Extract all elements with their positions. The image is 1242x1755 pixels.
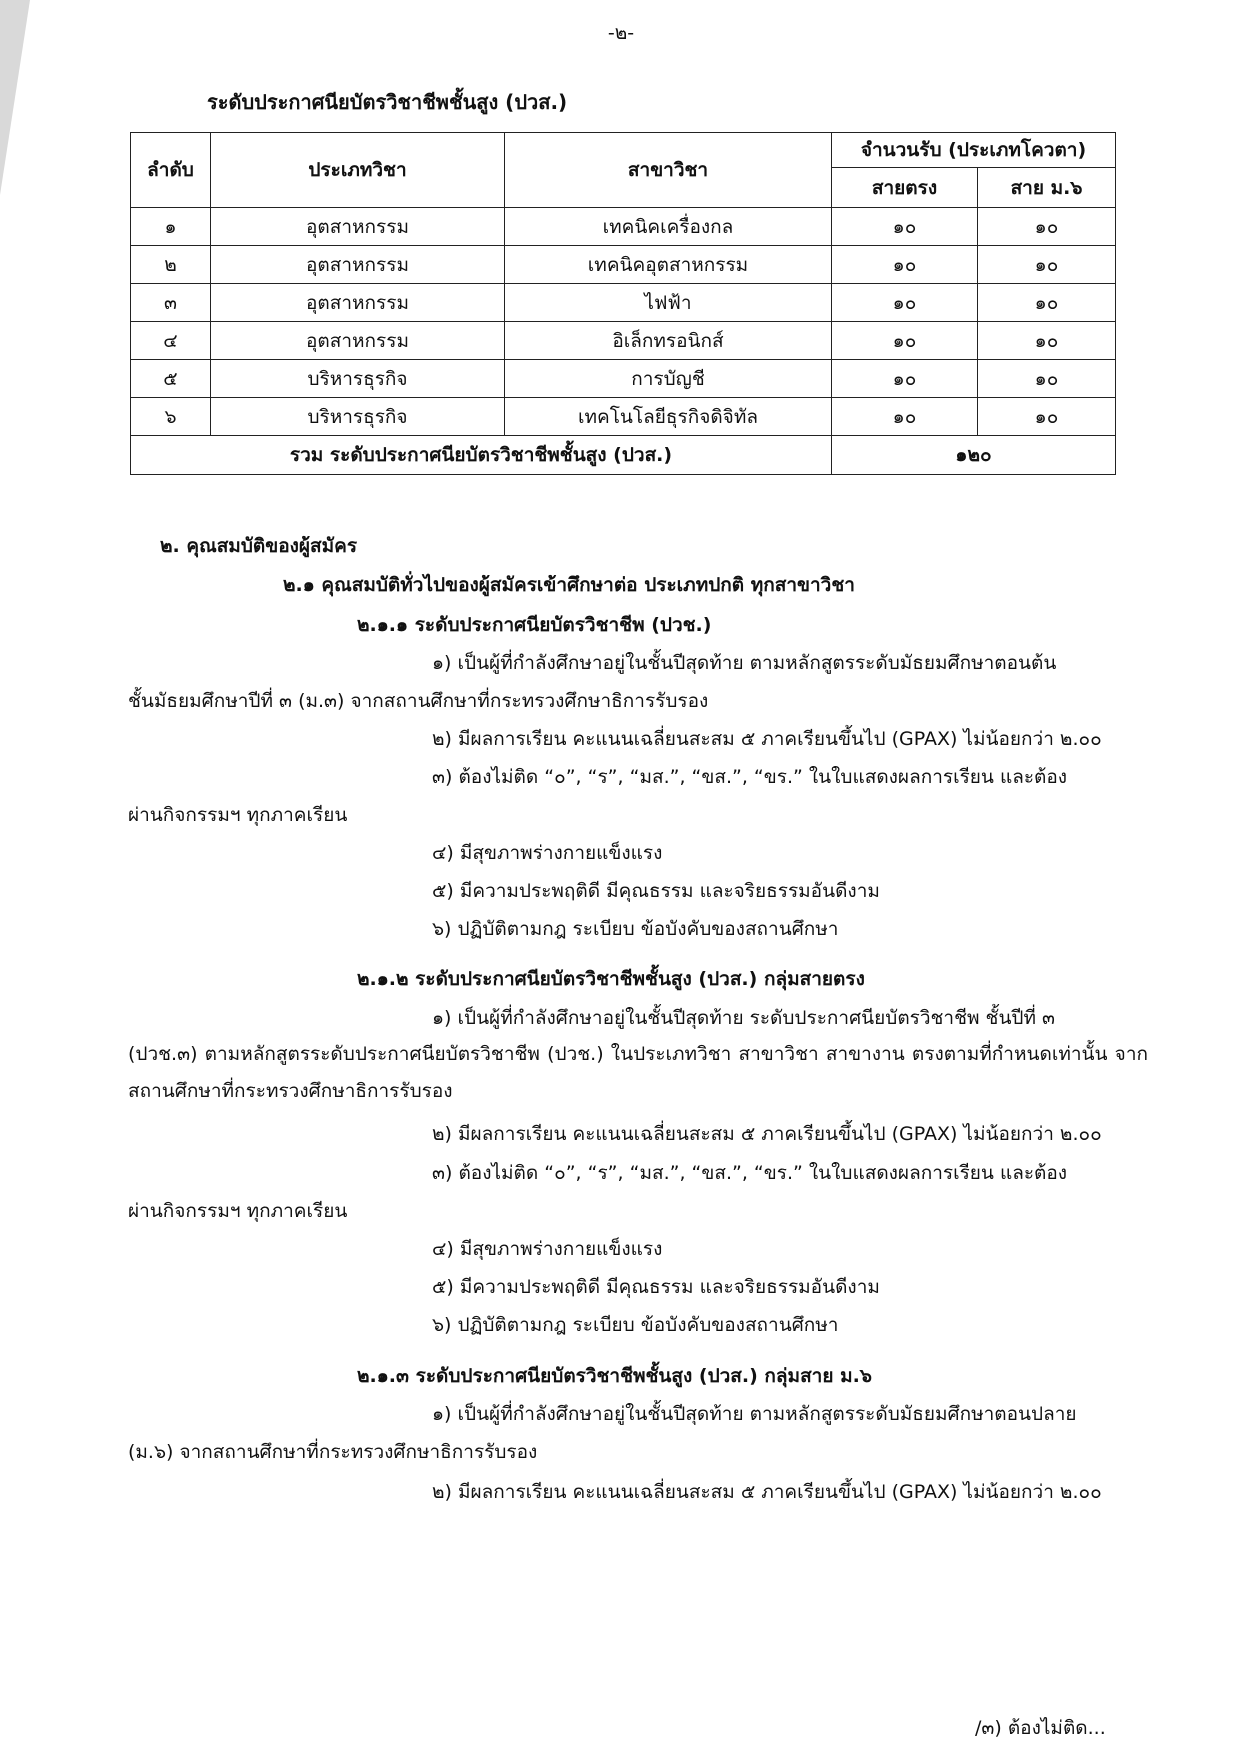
col-header-no: ลำดับ [131,133,211,208]
table-total-row [131,436,1116,475]
item-text: ๒) มีผลการเรียน คะแนนเฉลี่ยนสะสม ๕ ภาคเรียนขึ้นไป (GPAX) ไม่น้อยกว่า ๒.๐๐ [432,1123,1102,1145]
col-header-major: สาขาวิชา [505,133,832,208]
table-row [131,398,1116,436]
cell-no: ๒ [131,246,211,284]
section-2-1-2-heading: ๒.๑.๒ ระดับประกาศนียบัตรวิชาชีพชั้นสูง (ปวส.) กลุ่มสายตรง [357,968,865,990]
section-2-1-1-heading: ๒.๑.๑ ระดับประกาศนียบัตรวิชาชีพ (ปวช.) [357,614,712,636]
table-row [131,360,1116,398]
item-text: ๕) มีความประพฤติดี มีคุณธรรม และจริยธรรมอันดีงาม [432,880,880,902]
continuation-note: /๓) ต้องไม่ติด... [975,1717,1106,1739]
section-2-heading: ๒. คุณสมบัติของผู้สมัคร [160,535,358,557]
cell-major: อิเล็กทรอนิกส์ [505,322,832,360]
cell-m6: ๑๐ [978,322,1116,360]
cell-type: อุตสาหกรรม [211,246,505,284]
item-text: ๑) เป็นผู้ที่กำลังศึกษาอยู่ในชั้นปีสุดท้าย ตามหลักสูตรระดับมัธยมศึกษาตอนต้น [432,652,1057,674]
total-label: รวม ระดับประกาศนียบัตรวิชาชีพชั้นสูง (ปวส.) [131,436,832,475]
cell-no: ๕ [131,360,211,398]
item-text: ๕) มีความประพฤติดี มีคุณธรรม และจริยธรรมอันดีงาม [432,1276,880,1298]
cell-type: อุตสาหกรรม [211,322,505,360]
item-text: ๒) มีผลการเรียน คะแนนเฉลี่ยนสะสม ๕ ภาคเรียนขึ้นไป (GPAX) ไม่น้อยกว่า ๒.๐๐ [432,728,1102,750]
item-text-cont: (ปวช.๓) ตามหลักสูตรระดับประกาศนียบัตรวิชาชีพ (ปวช.) ในประเภทวิชา สาขาวิชา สาขางาน ตรงตามที่กำหนดเท่านั้น จากสถานศึกษาที่กระทรวงศึกษาธิการรับรอง [128,1043,1148,1102]
cell-type: อุตสาหกรรม [211,284,505,322]
item-text: ๔) มีสุขภาพร่างกายแข็งแรง [432,1238,663,1260]
section-2-1-3-heading: ๒.๑.๓ ระดับประกาศนียบัตรวิชาชีพชั้นสูง (ปวส.) กลุ่มสาย ม.๖ [357,1365,872,1387]
item-text: ๖) ปฏิบัติตามกฎ ระเบียบ ข้อบังคับของสถานศึกษา [432,1314,839,1336]
cell-no: ๖ [131,398,211,436]
cell-direct: ๑๐ [832,360,978,398]
cell-type: บริหารธุรกิจ [211,398,505,436]
item-text: ๒) มีผลการเรียน คะแนนเฉลี่ยนสะสม ๕ ภาคเรียนขึ้นไป (GPAX) ไม่น้อยกว่า ๒.๐๐ [432,1481,1102,1503]
item-text: ๔) มีสุขภาพร่างกายแข็งแรง [432,842,663,864]
cell-m6: ๑๐ [978,246,1116,284]
cell-no: ๔ [131,322,211,360]
cell-no: ๓ [131,284,211,322]
quota-table [130,132,1116,475]
item-text: ๓) ต้องไม่ติด “๐”, “ร”, “มส.”, “ขส.”, “ขร.” ในใบแสดงผลการเรียน และต้อง [432,1162,1068,1184]
section-2-1-heading: ๒.๑ คุณสมบัติทั่วไปของผู้สมัครเข้าศึกษาต่อ ประเภทปกติ ทุกสาขาวิชา [283,574,855,596]
cell-m6: ๑๐ [978,398,1116,436]
cell-m6: ๑๐ [978,360,1116,398]
cell-direct: ๑๐ [832,208,978,246]
cell-direct: ๑๐ [832,284,978,322]
item-text: ๑) เป็นผู้ที่กำลังศึกษาอยู่ในชั้นปีสุดท้าย ตามหลักสูตรระดับมัธยมศึกษาตอนปลาย [432,1403,1077,1425]
col-header-quota: จำนวนรับ (ประเภทโควตา) [832,133,1116,168]
item-text: ๓) ต้องไม่ติด “๐”, “ร”, “มส.”, “ขส.”, “ขร.” ในใบแสดงผลการเรียน และต้อง [432,766,1068,788]
cell-major: เทคนิคอุตสาหกรรม [505,246,832,284]
col-header-type: ประเภทวิชา [211,133,505,208]
item-text-cont: ชั้นมัธยมศึกษาปีที่ ๓ (ม.๓) จากสถานศึกษาที่กระทรวงศึกษาธิการรับรอง [128,690,709,712]
item-text-cont: ผ่านกิจกรรมฯ ทุกภาคเรียน [128,1200,348,1222]
cell-major: เทคโนโลยีธุรกิจดิจิทัล [505,398,832,436]
cell-type: อุตสาหกรรม [211,208,505,246]
table-row [131,322,1116,360]
cell-m6: ๑๐ [978,208,1116,246]
cell-m6: ๑๐ [978,284,1116,322]
table-row [131,246,1116,284]
item-text-cont: (ม.๖) จากสถานศึกษาที่กระทรวงศึกษาธิการรับรอง [128,1441,538,1463]
cell-major: การบัญชี [505,360,832,398]
col-header-direct: สายตรง [832,168,978,208]
cell-major: เทคนิคเครื่องกล [505,208,832,246]
table-row [131,284,1116,322]
item-text: ๖) ปฏิบัติตามกฎ ระเบียบ ข้อบังคับของสถานศึกษา [432,918,839,940]
page-number: -๒- [607,22,635,44]
cell-direct: ๑๐ [832,398,978,436]
item-text: ๑) เป็นผู้ที่กำลังศึกษาอยู่ในชั้นปีสุดท้าย ระดับประกาศนียบัตรวิชาชีพ ชั้นปีที่ ๓ [432,1007,1056,1029]
cell-no: ๑ [131,208,211,246]
table-title: ระดับประกาศนียบัตรวิชาชีพชั้นสูง (ปวส.) [207,90,568,114]
total-value: ๑๒๐ [832,436,1116,475]
table-row [131,208,1116,246]
cell-type: บริหารธุรกิจ [211,360,505,398]
item-text-cont: ผ่านกิจกรรมฯ ทุกภาคเรียน [128,804,348,826]
cell-major: ไฟฟ้า [505,284,832,322]
cell-direct: ๑๐ [832,246,978,284]
col-header-m6: สาย ม.๖ [978,168,1116,208]
cell-direct: ๑๐ [832,322,978,360]
